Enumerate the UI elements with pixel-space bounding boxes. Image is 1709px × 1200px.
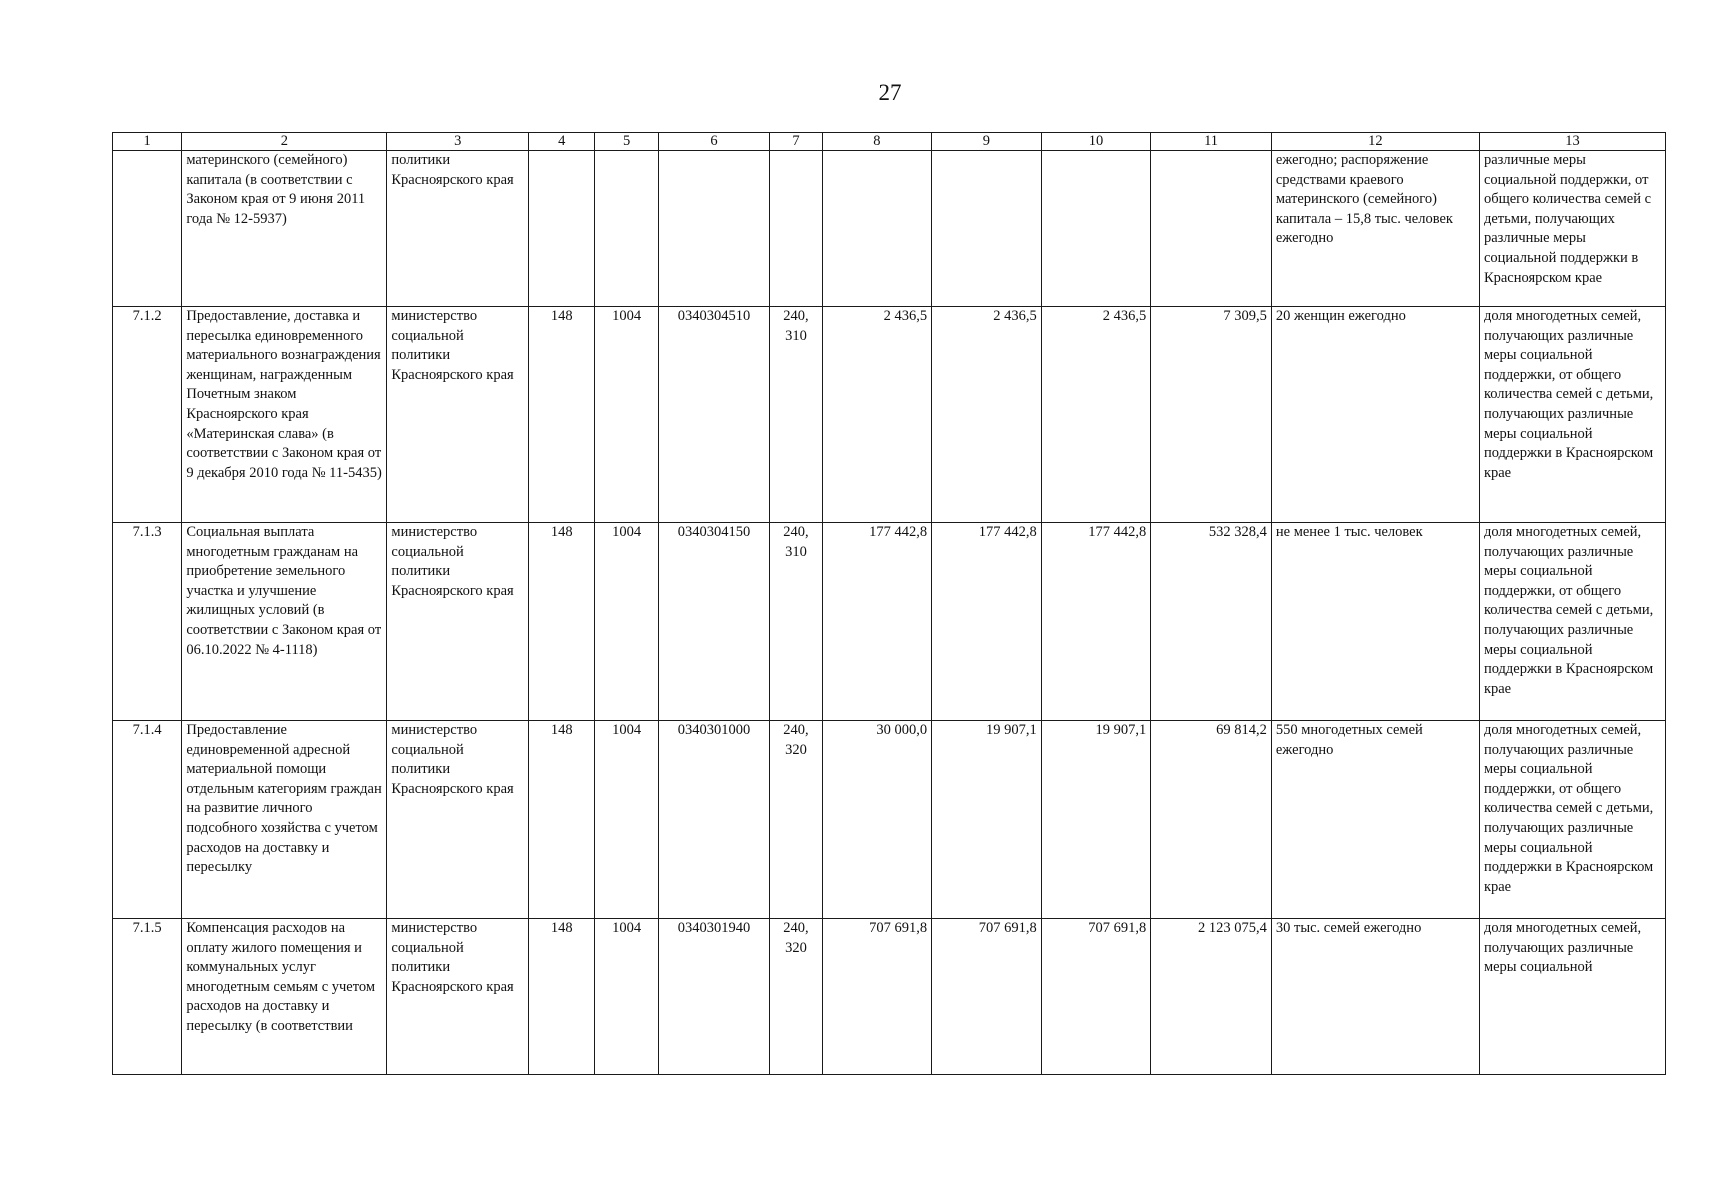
indicator: различные меры социальной поддержки, от общего количества семей с детьми, получающих различные меры социальной поддержки в Красноярском крае: [1479, 151, 1665, 307]
expected-result: ежегодно; распоряжение средствами краевого материнского (семейного) капитала – 15,8 тыс. человек ежегодно: [1271, 151, 1479, 307]
column-header: 8: [822, 133, 932, 151]
amount-year-3: [1041, 151, 1151, 307]
code-section: 1004: [595, 721, 658, 919]
responsible-body: министерство социальной политики Красноярского края: [387, 919, 529, 1075]
measure-description: Компенсация расходов на оплату жилого помещения и коммунальных услуг многодетным семьям с учетом расходов на доставку и пересылку (в соответствии: [182, 919, 387, 1075]
amount-year-1: 30 000,0: [822, 721, 932, 919]
measure-description: Предоставление, доставка и пересылка единовременного материального вознаграждения женщинам, награжденным Почетным знаком Красноярского края «Материнская слава» (в соответствии с Законом края от 9 декабря 2010 года № 11-5435): [182, 307, 387, 523]
responsible-body: министерство социальной политики Красноярского края: [387, 523, 529, 721]
table-row: [113, 307, 1666, 523]
code-target: 0340304510: [658, 307, 770, 523]
item-number: 7.1.4: [113, 721, 182, 919]
indicator: доля многодетных семей, получающих различные меры социальной: [1479, 919, 1665, 1075]
amount-total: 7 309,5: [1151, 307, 1272, 523]
amount-year-3: 19 907,1: [1041, 721, 1151, 919]
amount-year-2: 19 907,1: [932, 721, 1042, 919]
amount-year-2: 2 436,5: [932, 307, 1042, 523]
column-header: 11: [1151, 133, 1272, 151]
code-section: 1004: [595, 523, 658, 721]
code-target: [658, 151, 770, 307]
code-grbs: 148: [529, 523, 595, 721]
column-header: 13: [1479, 133, 1665, 151]
table-row: [113, 523, 1666, 721]
code-target: 0340304150: [658, 523, 770, 721]
code-section: [595, 151, 658, 307]
expected-result: 550 многодетных семей ежегодно: [1271, 721, 1479, 919]
column-header: 1: [113, 133, 182, 151]
code-target: 0340301000: [658, 721, 770, 919]
expected-result: 20 женщин ежегодно: [1271, 307, 1479, 523]
code-section: 1004: [595, 307, 658, 523]
amount-year-1: 177 442,8: [822, 523, 932, 721]
amount-total: 532 328,4: [1151, 523, 1272, 721]
code-grbs: 148: [529, 307, 595, 523]
column-header: 10: [1041, 133, 1151, 151]
expected-result: 30 тыс. семей ежегодно: [1271, 919, 1479, 1075]
indicator: доля многодетных семей, получающих различные меры социальной поддержки, от общего количества семей с детьми, получающих различные меры социальной поддержки в Красноярском крае: [1479, 721, 1665, 919]
amount-total: 69 814,2: [1151, 721, 1272, 919]
code-section: 1004: [595, 919, 658, 1075]
measure-description: материнского (семейного) капитала (в соответствии с Законом края от 9 июня 2011 года № 12-5937): [182, 151, 387, 307]
column-header: 2: [182, 133, 387, 151]
column-header: 6: [658, 133, 770, 151]
amount-total: 2 123 075,4: [1151, 919, 1272, 1075]
amount-year-1: [822, 151, 932, 307]
responsible-body: министерство социальной политики Красноярского края: [387, 307, 529, 523]
indicator: доля многодетных семей, получающих различные меры социальной поддержки, от общего количества семей с детьми, получающих различные меры социальной поддержки в Красноярском крае: [1479, 307, 1665, 523]
code-grbs: 148: [529, 721, 595, 919]
code-grbs: 148: [529, 919, 595, 1075]
amount-year-1: 707 691,8: [822, 919, 932, 1075]
responsible-body: политики Красноярского края: [387, 151, 529, 307]
amount-year-2: 707 691,8: [932, 919, 1042, 1075]
amount-total: [1151, 151, 1272, 307]
measure-description: Предоставление единовременной адресной материальной помощи отдельным категориям граждан на развитие личного подсобного хозяйства с учетом расходов на доставку и пересылку: [182, 721, 387, 919]
page-number: 27: [878, 80, 902, 105]
item-number: 7.1.5: [113, 919, 182, 1075]
item-number: 7.1.3: [113, 523, 182, 721]
amount-year-3: 2 436,5: [1041, 307, 1151, 523]
column-number-row: [113, 133, 1666, 151]
responsible-body: министерство социальной политики Красноярского края: [387, 721, 529, 919]
column-header: 3: [387, 133, 529, 151]
indicator: доля многодетных семей, получающих различные меры социальной поддержки, от общего количества семей с детьми, получающих различные меры социальной поддержки в Красноярском крае: [1479, 523, 1665, 721]
code-expense-type: 240, 310: [770, 523, 822, 721]
code-grbs: [529, 151, 595, 307]
column-header: 4: [529, 133, 595, 151]
column-header: 12: [1271, 133, 1479, 151]
item-number: 7.1.2: [113, 307, 182, 523]
table-row: [113, 721, 1666, 919]
measure-description: Социальная выплата многодетным гражданам на приобретение земельного участка и улучшение жилищных условий (в соответствии с Законом края от 06.10.2022 № 4-1118): [182, 523, 387, 721]
item-number: [113, 151, 182, 307]
amount-year-2: [932, 151, 1042, 307]
table-row: [113, 919, 1666, 1075]
code-expense-type: 240, 310: [770, 307, 822, 523]
amount-year-3: 177 442,8: [1041, 523, 1151, 721]
code-expense-type: [770, 151, 822, 307]
code-expense-type: 240, 320: [770, 721, 822, 919]
code-target: 0340301940: [658, 919, 770, 1075]
table-row: [113, 151, 1666, 307]
column-header: 5: [595, 133, 658, 151]
column-header: 9: [932, 133, 1042, 151]
expected-result: не менее 1 тыс. человек: [1271, 523, 1479, 721]
amount-year-3: 707 691,8: [1041, 919, 1151, 1075]
amount-year-1: 2 436,5: [822, 307, 932, 523]
amount-year-2: 177 442,8: [932, 523, 1042, 721]
program-measures-table: [112, 132, 1666, 1075]
code-expense-type: 240, 320: [770, 919, 822, 1075]
column-header: 7: [770, 133, 822, 151]
